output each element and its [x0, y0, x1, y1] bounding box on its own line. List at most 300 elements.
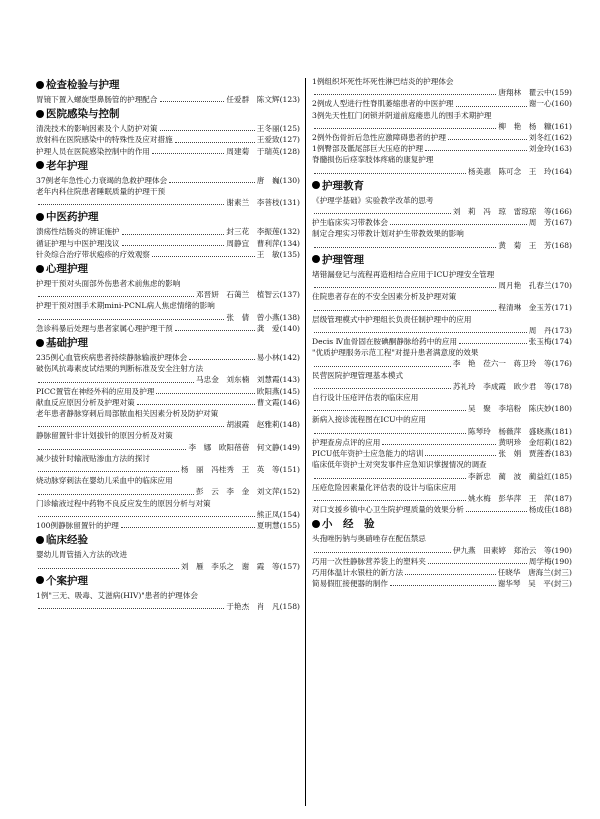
leader-dots [425, 455, 496, 456]
leader-dots [156, 393, 254, 394]
leader-dots [314, 500, 466, 501]
toc-entry-title: 放射科在医院感染中的特殊性及应对措施 [36, 135, 173, 145]
toc-entry-title: 门诊输液过程中药物不良反应发生的原因分析与对策 [36, 498, 211, 508]
leader-dots [38, 382, 194, 383]
toc-entry-page: (158) [279, 601, 300, 611]
toc-entry-line [36, 197, 300, 208]
toc-entry [36, 386, 300, 397]
toc-entry-title: 压疮危险因素量化评估表的设计与临床应用 [312, 482, 457, 492]
leader-dots [428, 563, 527, 564]
toc-entry-line [36, 419, 300, 430]
toc-entry-authors: 周学梅 [528, 556, 552, 566]
toc-entry-page: (145) [279, 386, 300, 396]
section-title: 临床经验 [46, 534, 88, 547]
toc-entry-authors: 易小林 [256, 353, 280, 363]
toc-entry-line [36, 601, 300, 612]
toc-entry [36, 300, 300, 322]
section-title: 小 经 验 [322, 518, 375, 531]
leader-dots [152, 153, 225, 154]
toc-entry-title: 235例心血管疾病患者持续静脉输液护理体会 [36, 353, 188, 363]
toc-entry-title: "优质护理服务示范工程"对提升患者满意度的效果 [312, 348, 479, 358]
toc-entry-page: (146) [279, 397, 300, 407]
toc-entry [312, 370, 572, 392]
leader-dots [38, 426, 224, 427]
toc-entry-authors: 李 娜 欧阳蓓蓓 何文静 [188, 442, 280, 452]
toc-entry [312, 143, 572, 154]
toc-entry [36, 475, 300, 497]
leader-dots [38, 494, 194, 495]
toc-entry-authors: 刘冬红 [528, 133, 552, 143]
toc-entry-title: 层级管理模式中护理组长负责任制护理中的应用 [312, 314, 472, 324]
toc-entry [36, 453, 300, 475]
section-title: 个案护理 [46, 574, 88, 587]
bullet-icon [312, 255, 320, 263]
section-heading [36, 108, 300, 121]
toc-entry-page: (155) [279, 521, 300, 531]
column-divider [305, 78, 306, 806]
leader-dots [314, 433, 466, 434]
toc-entry-title: 新病入接诊流程图在ICU中的应用 [312, 415, 426, 425]
toc-entry-title: 自行设计压疮评估表的临床应用 [312, 393, 419, 403]
toc-entry-title: 1例臀部及骶尾部巨大压疮的护理 [312, 144, 424, 154]
leader-dots [405, 574, 496, 575]
toc-entry-title: 巧用一次性静脉营养袋上的塑料夹 [312, 556, 426, 566]
leader-dots [38, 319, 224, 320]
toc-entry-title: 护理人员在医院感染控制中的作用 [36, 146, 150, 156]
toc-entry-page: (187) [551, 493, 572, 503]
toc-entry-line [312, 504, 572, 515]
toc-entry-authors: 龚 爱 [256, 323, 280, 333]
section-title: 老年护理 [46, 159, 88, 172]
section-title: 护理管理 [322, 253, 364, 266]
toc-entry-title: 37例老年急性心力衰竭的急救护理体会 [36, 175, 168, 185]
toc-entry-line [312, 426, 572, 437]
toc-entry [36, 175, 300, 186]
toc-entry [36, 363, 300, 385]
leader-dots [425, 150, 527, 151]
toc-entry-page: (123) [279, 95, 300, 104]
toc-entry-title: 护理干预对围手术期mini-PCNL病人焦虑情绪的影响 [36, 301, 215, 311]
toc-entry-page: (132) [279, 227, 300, 237]
toc-entry-title: 临床低年资护士对突发事件应急知识掌握情况的调查 [312, 460, 487, 470]
toc-entry-line [312, 98, 572, 109]
leader-dots [175, 142, 255, 143]
toc-entry-title: 老年内科住院患者睡眠质量的护理干预 [36, 187, 166, 197]
leader-dots [169, 182, 255, 183]
toc-entry-authors: 黄明珍 金绍莉 [498, 437, 552, 447]
bullet-icon [312, 520, 320, 528]
toc-entry-authors: 姚水梅 彭华萍 王 萍 [468, 493, 552, 503]
bullet-icon [36, 161, 44, 169]
toc-entry-authors: 黄 菊 王 芳 [498, 240, 552, 250]
toc-entry-line [36, 561, 300, 572]
toc-entry-authors: 吴 聚 李培粉 陈庆妙 [468, 404, 552, 414]
toc-entry-authors: 周 芳 [528, 218, 552, 228]
toc-entry-title: 清洗技术的影响因素及个人防护对策 [36, 124, 158, 134]
toc-entry-title: PICU低年资护士应急能力的培训 [312, 449, 424, 459]
section-heading [36, 263, 300, 276]
leader-dots [122, 234, 225, 235]
toc-entry-authors: 苏礼玲 李成霞 欧少君 等 [452, 381, 552, 391]
toc-entry-title: PICC置管在神经外科的应用及护理 [36, 386, 155, 396]
toc-entry-line [36, 352, 300, 363]
toc-entry-authors: 杨 丽 冯桂秀 王 英 等 [180, 465, 280, 475]
bullet-icon [36, 536, 44, 544]
toc-entry-page: (封三) [550, 567, 572, 577]
toc-entry-title: 急诊科暴后处理与患者家属心理护理干预 [36, 323, 173, 333]
toc-entry-title: 循证护理与中医护理浅议 [36, 238, 120, 248]
toc-entry-page: (148) [279, 420, 300, 430]
toc-entry-authors: 唐翔林 瞿云中 [498, 88, 552, 98]
toc-entry-authors: 谢华琴 吴 平 [497, 579, 551, 589]
section-heading [36, 79, 300, 92]
toc-entry-line [36, 146, 300, 157]
toc-entry-authors: 封三花 李振莲 [226, 227, 280, 237]
toc-entry [36, 123, 300, 134]
toc-entry-title: 减少拔针时输液贴渗血方法的探讨 [36, 453, 150, 463]
toc-entry [36, 186, 300, 208]
toc-entry-page: (164) [551, 166, 572, 176]
toc-entry [312, 269, 572, 291]
leader-dots [390, 224, 527, 225]
toc-entry-authors: 任晓华 唐海兰 [497, 567, 551, 577]
toc-entry [312, 437, 572, 448]
toc-entry-authors: 柳 艳 杨 糠 [498, 121, 552, 131]
toc-entry-title: 制定合理实习带教计划对护生带教效果的影响 [312, 229, 464, 239]
leader-dots [314, 332, 527, 333]
toc-entry-title: 《护理学基础》实验教学改革的思考 [312, 195, 434, 205]
leader-dots [38, 204, 224, 205]
toc-entry-page: (162) [551, 133, 572, 143]
toc-entry-line [312, 166, 572, 177]
toc-entry [312, 578, 572, 589]
toc-entry-title: Decis Ⅳ血骨固在胺碘酮静脉给药中的应用 [312, 337, 458, 347]
leader-dots [189, 359, 255, 360]
toc-entry [36, 238, 300, 249]
toc-entry-authors: 邓晋妍 石蔼兰 植智云 [196, 290, 280, 300]
toc-entry-page: (131) [279, 198, 300, 208]
toc-entry-line [312, 87, 572, 98]
toc-entry-page: (182) [551, 437, 572, 447]
toc-entry [312, 533, 572, 555]
bullet-icon [36, 213, 44, 221]
toc-entry [312, 76, 572, 98]
toc-entry [36, 352, 300, 363]
toc-entry [312, 567, 572, 578]
section-heading [36, 160, 300, 173]
toc-entry-title: 针灸综合治疗带状疱疹的疗效观察 [36, 249, 150, 259]
toc-entry-page: (封三) [550, 579, 572, 589]
section-heading [36, 534, 300, 547]
toc-entry-authors: 张 娟 贾莲香 [498, 449, 552, 459]
toc-entry-page: (127) [279, 135, 300, 145]
toc-entry-page: (168) [551, 240, 572, 250]
leader-dots [314, 478, 466, 479]
toc-entry-line [312, 336, 572, 347]
toc-entry-title: 献血反应原因分析及护理对策 [36, 397, 135, 407]
toc-entry-page: (151) [279, 465, 300, 475]
toc-entry-authors: 熊正凤 [256, 509, 280, 519]
toc-entry-authors: 杨成佳 [528, 505, 552, 515]
toc-entry-title: 脊髓损伤后痉挛肢体疼痛的康复护理 [312, 155, 434, 165]
toc-entry-authors: 胡淑霞 赵雅莉 [226, 420, 280, 430]
toc-entry-authors: 刘 莉 冯 琼 雷琼琼 等 [452, 207, 552, 217]
toc-entry-page: (137) [279, 290, 300, 300]
toc-entry-title: 1例"三无、吸毒、艾滋病(HIV)"患者的护理体会 [36, 590, 198, 600]
toc-entry-page: (140) [279, 323, 300, 333]
toc-entry-line [36, 94, 300, 105]
toc-entry-title: 烧动脉穿刺法在婴幼儿采血中的临床应用 [36, 476, 173, 486]
toc-entry-title: 堵错漏登记与流程再造相结合应用于ICU护理安全管理 [312, 269, 495, 279]
section-title: 检查检验与护理 [46, 79, 120, 91]
toc-entry [312, 110, 572, 132]
leader-dots [314, 287, 496, 288]
bullet-icon [36, 110, 44, 118]
section-heading [312, 518, 572, 531]
section-heading [36, 575, 300, 588]
toc-entry-line [36, 386, 300, 397]
toc-entry-line [312, 358, 572, 369]
toc-entry-authors: 曹文霞 [256, 397, 280, 407]
section-heading [36, 337, 300, 350]
toc-entry-page: (188) [551, 505, 572, 515]
toc-entry-authors: 王爱致 [256, 135, 280, 145]
toc-entry-authors: 夏明慧 [256, 521, 280, 531]
toc-entry-authors: 程清琳 金玉芳 [498, 303, 552, 313]
toc-entry-title: 2例成人型进行性脊肌萎缩患者的中医护理 [312, 99, 454, 109]
toc-entry [312, 154, 572, 176]
toc-entry-authors: 刘金玲 [528, 144, 552, 154]
toc-entry-title: 溃疡性结肠炎的辨证施护 [36, 227, 120, 237]
bullet-icon [36, 81, 44, 89]
toc-entry-page: (143) [279, 375, 300, 385]
toc-entry-line [312, 280, 572, 291]
toc-entry-line [312, 302, 572, 313]
toc-entry-page: (142) [279, 353, 300, 363]
toc-entry-page: (125) [279, 124, 300, 134]
toc-entry-title: 100例静脉留置针的护理 [36, 521, 119, 531]
toc-entry-page: (163) [551, 144, 572, 154]
toc-entry [312, 217, 572, 228]
toc-entry-line [36, 520, 300, 531]
toc-entry-authors: 任爱群 陈文辉 [226, 95, 280, 104]
toc-entry-title: 1例组织坏死性坏死性淋巴结炎的护理体会 [312, 77, 454, 86]
toc-entry [312, 504, 572, 515]
toc-entry-page: (190) [551, 556, 572, 566]
toc-entry-line [312, 448, 572, 459]
leader-dots [314, 213, 451, 214]
leader-dots [314, 173, 466, 174]
toc-entry [36, 134, 300, 145]
leader-dots [121, 527, 255, 528]
toc-entry [312, 459, 572, 481]
toc-entry-authors: 陈琴玲 杨薇萍 盛晓燕 [468, 426, 552, 436]
toc-entry-page: (138) [279, 312, 300, 322]
toc-entry-page: (178) [551, 381, 572, 391]
leader-dots [456, 106, 527, 107]
toc-entry-authors: 周月艳 孔春兰 [498, 281, 552, 291]
toc-entry-title: 民营医院护理管理基本模式 [312, 370, 404, 380]
toc-entry-page: (181) [551, 426, 572, 436]
leader-dots [382, 444, 496, 445]
toc-entry-authors: 唐 巍 [256, 175, 280, 185]
toc-entry-page: (157) [279, 561, 300, 571]
toc-entry-line [36, 134, 300, 145]
toc-entry [36, 94, 300, 105]
section-heading [312, 254, 572, 267]
leader-dots [38, 471, 179, 472]
toc-entry-line [312, 206, 572, 217]
toc-entry [312, 132, 572, 143]
toc-entry-title: 3例先天性肛门闭锁并阴道前庭瘘患儿的围手术期护理 [312, 110, 492, 120]
toc-entry-page: (167) [551, 218, 572, 228]
toc-entry-line [36, 175, 300, 186]
toc-entry-page: (176) [551, 359, 572, 369]
toc-entry-authors: 张 倩 曾小燕 [226, 312, 280, 322]
toc-entry [36, 430, 300, 452]
toc-entry-line [312, 493, 572, 504]
toc-entry [312, 414, 572, 436]
toc-entry-authors: 李 艳 莅六一 蒋卫玲 等 [452, 359, 552, 369]
toc-entry-page: (149) [279, 442, 300, 452]
toc-entry-line [312, 132, 572, 143]
toc-entry-line [36, 486, 300, 497]
toc-entry-authors: 杨美惠 陈可念 王 玲 [468, 166, 552, 176]
toc-entry-page: (134) [279, 238, 300, 248]
toc-entry-line [312, 578, 572, 589]
toc-entry-title: 护生临床实习带教体会 [312, 218, 388, 228]
toc-entry [36, 408, 300, 430]
toc-entry-line [312, 325, 572, 336]
toc-entry-line [312, 471, 572, 482]
toc-entry-title: 简易假肛接便器的制作 [312, 579, 388, 589]
leader-dots [448, 139, 527, 140]
toc-entry-page: (174) [551, 337, 572, 347]
leader-dots [137, 404, 255, 405]
leader-dots [160, 130, 255, 131]
toc-entry-line [36, 249, 300, 260]
toc-entry-title: 巧用体温计水银柱的新方法 [312, 567, 404, 577]
toc-entry [36, 146, 300, 157]
toc-entry-line [36, 123, 300, 134]
toc-entry-authors: 欧阳燕 [256, 386, 280, 396]
leader-dots [38, 516, 255, 517]
toc-entry-page: (180) [551, 404, 572, 414]
toc-entry-line [36, 226, 300, 237]
leader-dots [314, 94, 496, 95]
toc-entry [312, 195, 572, 217]
bullet-icon [36, 339, 44, 347]
leader-dots [314, 552, 451, 553]
leader-dots [38, 296, 194, 297]
toc-entry-page: (161) [551, 121, 572, 131]
toc-entry-line [312, 556, 572, 567]
toc-entry [312, 98, 572, 109]
leader-dots [152, 256, 255, 257]
toc-entry-authors: 马忠金 刘东楠 刘慧霞 [196, 375, 280, 385]
toc-entry-page: (159) [551, 88, 572, 98]
toc-entry-line [312, 437, 572, 448]
toc-entry-authors: 周 丹 [528, 325, 552, 335]
toc-entry-page: (135) [279, 249, 300, 259]
toc-entry [36, 249, 300, 260]
toc-entry-page: (190) [551, 545, 572, 555]
toc-entry-authors: 王 敏 [256, 249, 280, 259]
leader-dots [160, 101, 225, 102]
bullet-icon [312, 181, 320, 189]
leader-dots [38, 608, 224, 609]
leader-dots [390, 585, 496, 586]
leader-dots [175, 330, 255, 331]
leader-dots [314, 310, 496, 311]
toc-entry-title: 住院患者存在的不安全因素分析及护理对策 [312, 292, 457, 302]
leader-dots [459, 343, 527, 344]
toc-entry-line [36, 397, 300, 408]
toc-entry [312, 482, 572, 504]
bullet-icon [36, 265, 44, 273]
toc-entry-title: 老年患者静脉穿刺后局部脓血相关因素分析及防护对策 [36, 409, 219, 419]
leader-dots [314, 366, 451, 367]
toc-entry-page: (173) [551, 325, 572, 335]
toc-entry [312, 314, 572, 336]
toc-entry-authors: 李新忠 蔺 波 蔺益红 [468, 471, 552, 481]
toc-entry-title: 护理干预对头面部外伤患者术前焦虑的影响 [36, 279, 181, 289]
toc-entry-line [36, 289, 300, 300]
toc-entry-line [312, 545, 572, 556]
toc-entry-title: 护理查房点评的应用 [312, 437, 381, 447]
leader-dots [38, 568, 179, 569]
toc-entry-title: 婴幼儿胃管插入方法的改进 [36, 550, 128, 560]
toc-entry-line [36, 374, 300, 385]
toc-entry-title: 头孢唑肟钠与奥硝唑存在配伍禁忌 [312, 534, 426, 544]
toc-entry-title: 破伤风抗毒素皮试结果的判断标准及安全注射方法 [36, 364, 204, 374]
toc-entry [36, 323, 300, 334]
toc-entry [36, 520, 300, 531]
toc-entry [36, 278, 300, 300]
toc-entry-line [36, 312, 300, 323]
toc-entry-line [312, 240, 572, 251]
toc-entry-line [36, 442, 300, 453]
toc-entry [36, 549, 300, 571]
leader-dots [314, 247, 496, 248]
toc-entry [36, 397, 300, 408]
toc-entry-page: (128) [279, 146, 300, 156]
section-heading [36, 211, 300, 224]
toc-entry [36, 498, 300, 520]
section-title: 医院感染与控制 [46, 108, 120, 121]
toc-entry-line [312, 403, 572, 414]
toc-entry-line [312, 121, 572, 132]
toc-entry-page: (170) [551, 281, 572, 291]
toc-entry-page: (160) [551, 99, 572, 109]
toc-entry-line [36, 509, 300, 520]
toc-entry [312, 291, 572, 313]
section-title: 基础护理 [46, 337, 88, 350]
toc-entry-line [312, 567, 572, 578]
toc-entry-line [36, 464, 300, 475]
toc-entry-page: (130) [279, 175, 300, 185]
toc-entry-authors: 谢一心 [528, 99, 552, 109]
toc-entry-title: 静脉留置针非计划拔针的原因分析及对策 [36, 431, 173, 441]
section-title: 心理护理 [46, 263, 88, 276]
toc-entry-page: (185) [551, 471, 572, 481]
toc-entry-line [312, 381, 572, 392]
toc-entry-line [312, 217, 572, 228]
toc-entry-authors: 于艳杰 肖 凡 [226, 601, 280, 611]
section-title: 护理教育 [322, 179, 364, 192]
toc-entry-authors: 伊九燕 田素婷 郑治云 等 [452, 545, 552, 555]
leader-dots [314, 128, 496, 129]
